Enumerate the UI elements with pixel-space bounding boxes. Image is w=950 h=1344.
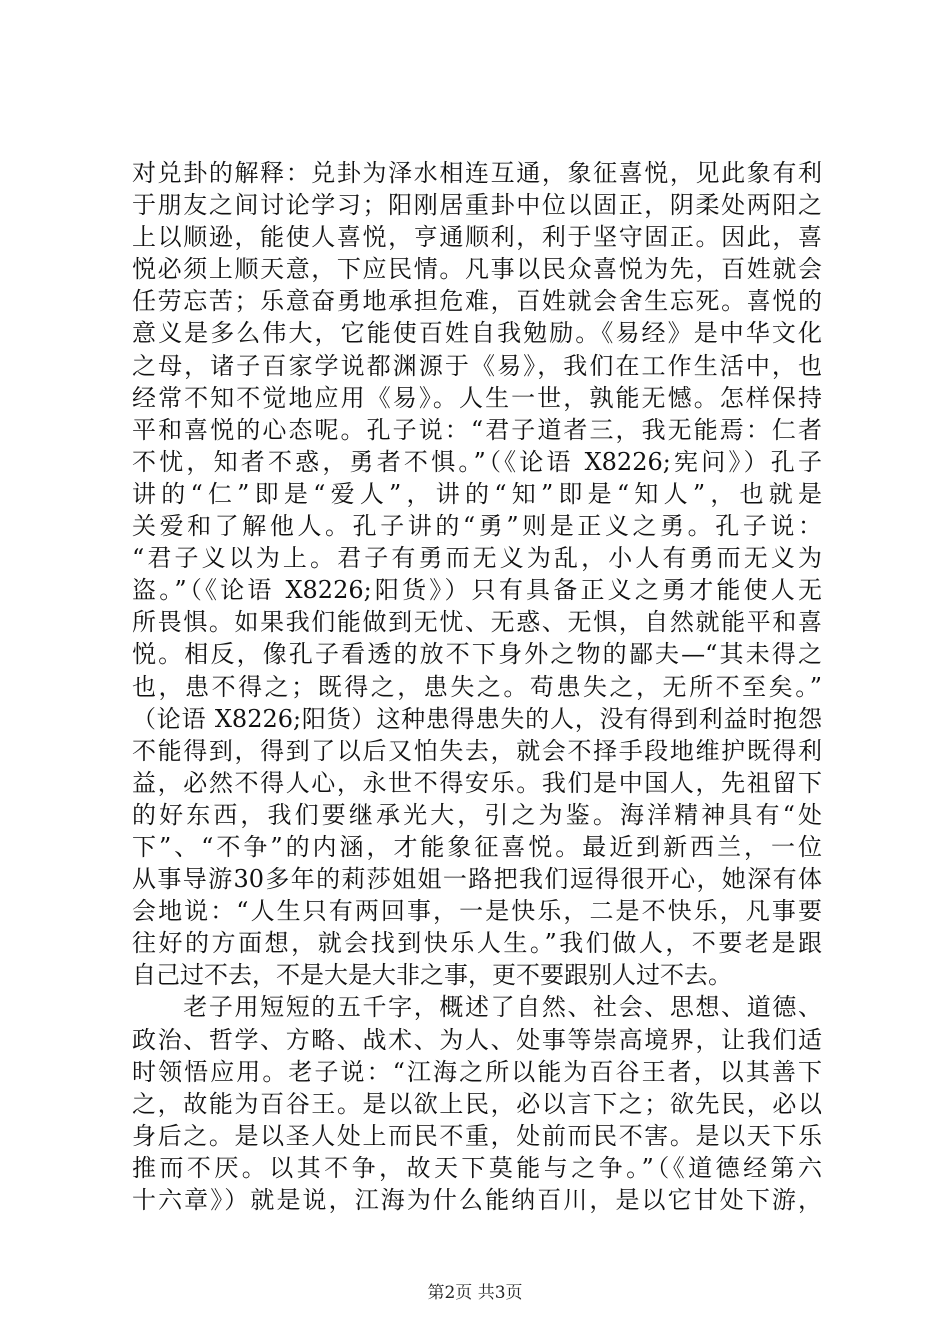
- text-line: 益，必然不得人心，永世不得安乐。我们是中国人，先祖留下: [132, 768, 822, 797]
- text-line: “君子义以为上。君子有勇而无义为乱，小人有勇而无义为: [132, 544, 822, 573]
- text-line: 所畏惧。如果我们能做到无忧、无惑、无惧，自然就能平和喜: [132, 608, 822, 637]
- text-line: 于朋友之间讨论学习；阳刚居重卦中位以固正，阴柔处两阳之: [132, 191, 822, 220]
- text-line: 往好的方面想，就会找到快乐人生。”我们做人，不要老是跟: [132, 929, 822, 958]
- text-line: 悦。相反，像孔子看透的放不下身外之物的鄙夫—“其未得之: [132, 640, 822, 669]
- text-line: 的好东西，我们要继承光大，引之为鉴。海洋精神具有“处: [132, 800, 822, 829]
- body-text: [132, 157, 822, 1216]
- text-line: 十六章》）就是说，江海为什么能纳百川，是以它甘处下游，: [132, 1186, 822, 1214]
- text-line: 老子用短短的五千字，概述了自然、社会、思想、道德、: [132, 993, 822, 1022]
- text-line: 自己过不去，不是大是大非之事，更不要跟别人过不去。: [132, 961, 732, 990]
- text-line: 关爱和了解他人。孔子讲的“勇”则是正义之勇。孔子说：: [132, 512, 822, 541]
- text-line: 政治、哲学、方略、战术、为人、处事等崇高境界，让我们适: [132, 1025, 822, 1054]
- text-line: 上以顺逊，能使人喜悦，亨通顺利，利于坚守固正。因此，喜: [132, 223, 822, 252]
- text-line: 从事导游30多年的莉莎姐姐一路把我们逗得很开心，她深有体: [132, 865, 822, 894]
- text-line: 时领悟应用。老子说：“江海之所以能为百谷王者，以其善下: [132, 1057, 822, 1086]
- text-line: 也，患不得之；既得之，患失之。苟患失之，无所不至矣。”: [132, 672, 822, 701]
- text-line: 任劳忘苦；乐意奋勇地承担危难，百姓就会舍生忘死。喜悦的: [132, 287, 822, 316]
- text-line: 下”、“不争”的内涵，才能象征喜悦。最近到新西兰，一位: [132, 832, 822, 861]
- text-line: 讲的“仁”即是“爱人”，讲的“知”即是“知人”，也就是: [132, 479, 822, 508]
- text-line: 盗。”（《论语 X8226;阳货》）只有具备正义之勇才能使人无: [132, 576, 822, 605]
- text-line: 之母，诸子百家学说都渊源于《易》，我们在工作生活中，也: [132, 351, 822, 380]
- text-line: （论语 X8226;阳货）这种患得患失的人，没有得到利益时抱怨: [132, 704, 822, 733]
- text-line: 不忧，知者不惑，勇者不惧。”（《论语 X8226;宪问》）孔子: [132, 447, 822, 476]
- text-line: 不能得到，得到了以后又怕失去，就会不择手段地维护既得利: [132, 736, 822, 765]
- text-line: 平和喜悦的心态呢。孔子说：“君子道者三，我无能焉：仁者: [132, 415, 822, 444]
- text-line: 身后之。是以圣人处上而民不重，处前而民不害。是以天下乐: [132, 1121, 822, 1150]
- text-line: 悦必须上顺天意，下应民情。凡事以民众喜悦为先，百姓就会: [132, 255, 822, 284]
- page-footer: 第2页 共3页: [427, 1283, 523, 1303]
- text-line: 经常不知不觉地应用《易》。人生一世，孰能无憾。怎样保持: [132, 383, 822, 412]
- text-line: 意义是多么伟大，它能使百姓自我勉励。《易经》是中华文化: [132, 319, 822, 348]
- text-line: 会地说：“人生只有两回事，一是快乐，二是不快乐，凡事要: [132, 897, 822, 926]
- text-line: 推而不厌。以其不争，故天下莫能与之争。”（《道德经第六: [132, 1153, 822, 1182]
- text-line: 对兑卦的解释：兑卦为泽水相连互通，象征喜悦，见此象有利: [132, 159, 822, 187]
- text-line: 之，故能为百谷王。是以欲上民，必以言下之；欲先民，必以: [132, 1089, 822, 1118]
